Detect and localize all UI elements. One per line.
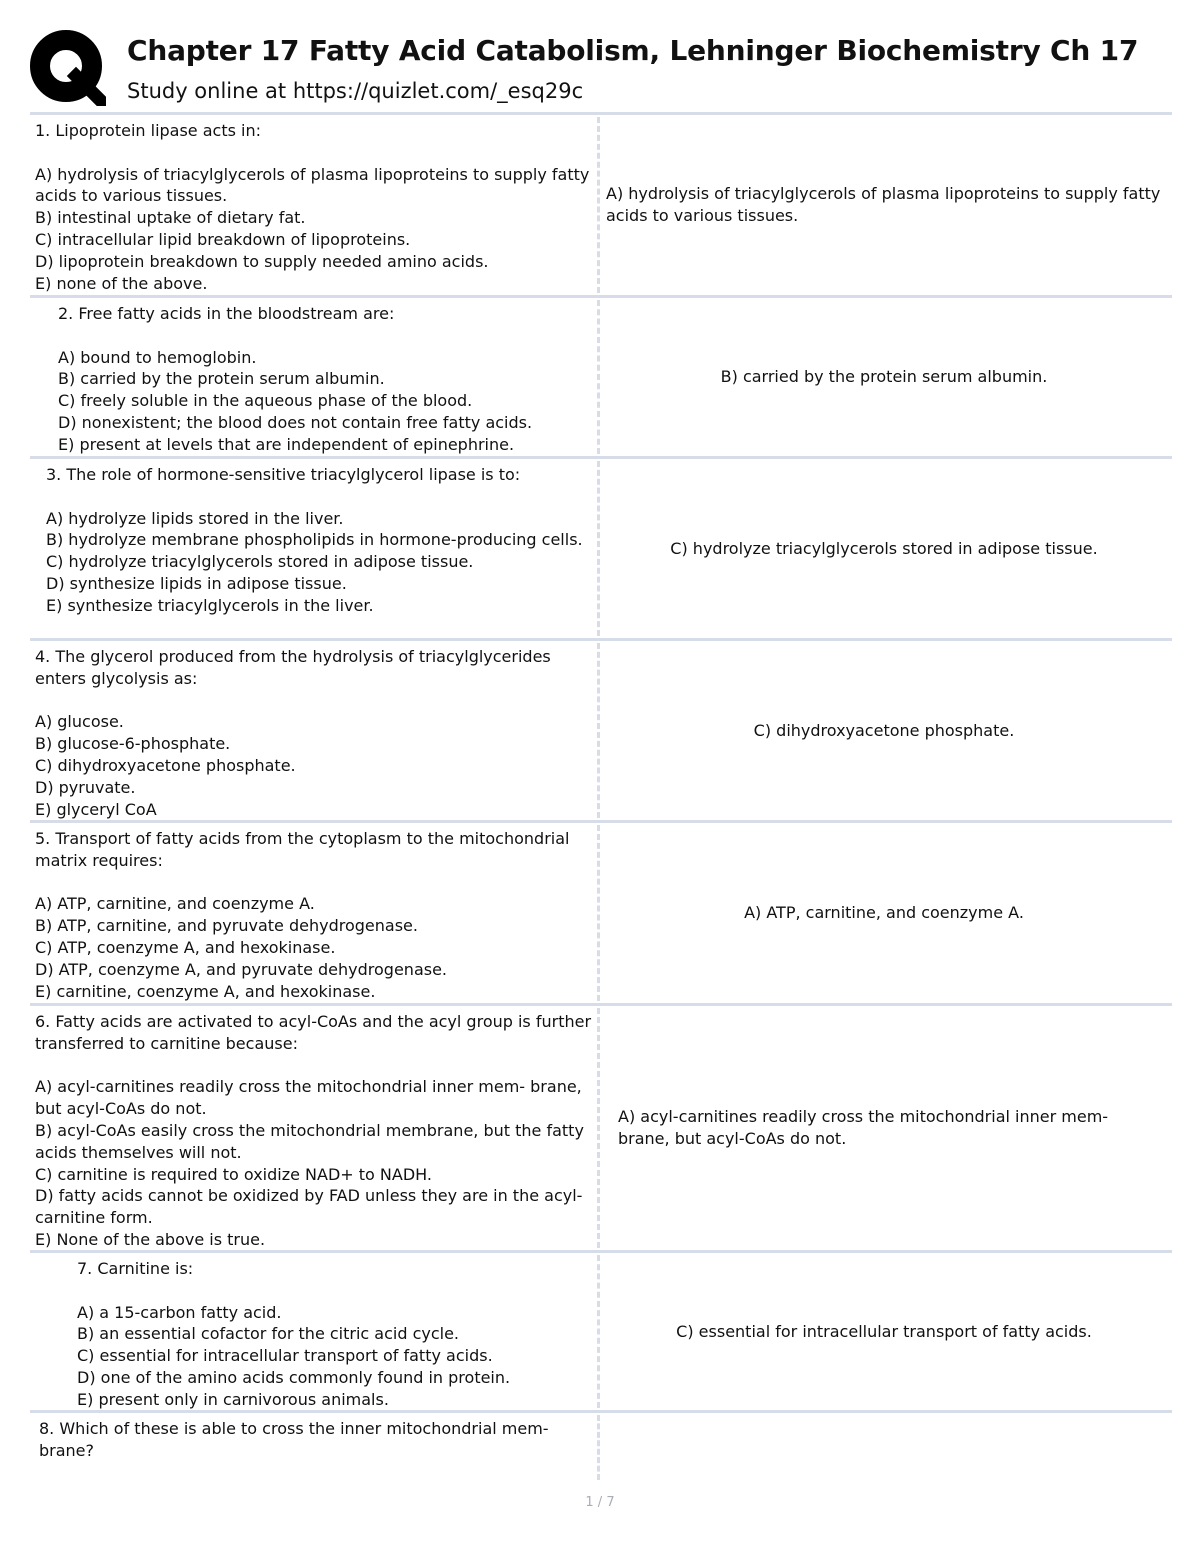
answer-option: D) fatty acids cannot be oxidized by FAD unless they are in the acyl-carnitine form.: [35, 1186, 583, 1228]
answer-text: C) essential for intracellular transport of fatty acids.: [676, 1321, 1092, 1341]
flashcard-definition: [598, 115, 1172, 295]
answer-option: E) synthesize triacylglycerols in the liver.: [46, 595, 374, 615]
answer-option: C) carnitine is required to oxidize NAD+ to NADH.: [35, 1164, 432, 1184]
answer-text: B) carried by the protein serum albumin.: [720, 367, 1048, 387]
answer-option: C) hydrolyze triacylglycerols stored in adipose tissue.: [46, 552, 474, 572]
answer-option: A) glucose.: [35, 712, 124, 732]
flashcard-definition: [598, 459, 1172, 638]
answer-text: A) ATP, carnitine, and coenzyme A.: [744, 903, 1024, 923]
flashcard: [30, 112, 1172, 295]
answer-option: E) present at levels that are independent of epinephrine.: [58, 434, 515, 454]
answer-option: C) freely soluble in the aqueous phase of the blood.: [58, 391, 473, 411]
answer-option: B) intestinal uptake of dietary fat.: [35, 208, 306, 228]
answer-option: A) hydrolysis of triacylglycerols of plasma lipoproteins to supply fatty acids to various tissues.: [35, 164, 590, 206]
card-divider: [597, 1255, 600, 1408]
flashcard-term: [30, 823, 598, 1003]
flashcard-list: [30, 112, 1172, 1482]
answer-option: D) pyruvate.: [35, 777, 136, 797]
answer-text: A) hydrolysis of triacylglycerols of plasma lipoproteins to supply fatty acids to various tissues.: [606, 184, 1161, 225]
flashcard-term: [30, 459, 598, 638]
card-divider: [597, 643, 600, 818]
answer-text: A) acyl-carnitines readily cross the mitochondrial inner mem- brane, but acyl-CoAs do not.: [618, 1107, 1109, 1148]
answer-option: B) acyl-CoAs easily cross the mitochondrial membrane, but the fatty acids themselves will not.: [35, 1120, 584, 1162]
answer-option: C) essential for intracellular transport of fatty acids.: [77, 1346, 493, 1366]
answer-text: C) hydrolyze triacylglycerols stored in adipose tissue.: [670, 538, 1098, 558]
page-header: [30, 30, 1180, 110]
answer-option: B) hydrolyze membrane phospholipids in hormone-producing cells.: [46, 530, 583, 550]
answer-option: E) glyceryl CoA: [35, 799, 157, 819]
question-text: 5. Transport of fatty acids from the cytoplasm to the mitochondrial matrix requires:: [35, 829, 570, 870]
flashcard-term: [30, 641, 598, 820]
page-number: 1 / 7: [585, 1495, 615, 1510]
flashcard: [30, 1410, 1172, 1482]
answer-option: C) intracellular lipid breakdown of lipoproteins.: [35, 229, 411, 249]
question-text: 8. Which of these is able to cross the inner mitochondrial mem- brane?: [39, 1419, 549, 1460]
card-divider: [597, 300, 600, 454]
flashcard: [30, 1250, 1172, 1410]
flashcard-definition: [598, 1413, 1172, 1482]
card-divider: [597, 1415, 600, 1480]
question-text: 6. Fatty acids are activated to acyl-CoAs and the acyl group is further transferred to carnitine because:: [35, 1012, 592, 1053]
answer-option: E) None of the above is true.: [35, 1229, 266, 1249]
answer-option: B) glucose-6-phosphate.: [35, 734, 231, 754]
answer-option: A) hydrolyze lipids stored in the liver.: [46, 508, 344, 528]
question-text: 2. Free fatty acids in the bloodstream are:: [58, 304, 395, 323]
answer-option: A) ATP, carnitine, and coenzyme A.: [35, 894, 315, 914]
flashcard-definition: [598, 1006, 1172, 1250]
answer-option: B) an essential cofactor for the citric acid cycle.: [77, 1324, 460, 1344]
answer-option: D) ATP, coenzyme A, and pyruvate dehydrogenase.: [35, 959, 448, 979]
answer-option: D) synthesize lipids in adipose tissue.: [46, 573, 347, 593]
answer-option: B) carried by the protein serum albumin.: [58, 369, 385, 389]
answer-option: A) acyl-carnitines readily cross the mitochondrial inner mem- brane, but acyl-CoAs do not.: [35, 1077, 582, 1119]
answer-option: D) one of the amino acids commonly found in protein.: [77, 1367, 511, 1387]
answer-option: E) present only in carnivorous animals.: [77, 1389, 389, 1409]
card-divider: [597, 461, 600, 636]
answer-text: C) dihydroxyacetone phosphate.: [753, 720, 1015, 740]
card-divider: [597, 825, 600, 1001]
flashcard-definition: [598, 298, 1172, 456]
answer-option: A) bound to hemoglobin.: [58, 347, 257, 367]
flashcard: [30, 638, 1172, 820]
flashcard: [30, 456, 1172, 638]
answer-option: E) none of the above.: [35, 273, 208, 293]
flashcard-term: [30, 115, 598, 295]
page-title: Chapter 17 Fatty Acid Catabolism, Lehninger Biochemistry Ch 17: [127, 34, 1139, 67]
flashcard-definition: [598, 823, 1172, 1003]
flashcard-term: [30, 1253, 598, 1410]
card-divider: [597, 117, 600, 293]
answer-option: B) ATP, carnitine, and pyruvate dehydrogenase.: [35, 916, 418, 936]
answer-option: E) carnitine, coenzyme A, and hexokinase.: [35, 981, 376, 1001]
answer-option: D) nonexistent; the blood does not contain free fatty acids.: [58, 412, 533, 432]
flashcard: [30, 820, 1172, 1003]
answer-option: C) dihydroxyacetone phosphate.: [35, 755, 296, 775]
flashcard: [30, 295, 1172, 456]
question-text: 4. The glycerol produced from the hydrolysis of triacylglycerides enters glycolysis as:: [35, 647, 551, 688]
flashcard-term: [30, 1006, 598, 1250]
flashcard: [30, 1003, 1172, 1250]
study-online-link[interactable]: Study online at https://quizlet.com/_esq29c: [127, 79, 584, 103]
question-text: 3. The role of hormone-sensitive triacylglycerol lipase is to:: [46, 465, 521, 484]
flashcard-definition: [598, 641, 1172, 820]
answer-option: C) ATP, coenzyme A, and hexokinase.: [35, 937, 336, 957]
question-text: 7. Carnitine is:: [77, 1259, 194, 1278]
answer-option: A) a 15-carbon fatty acid.: [77, 1302, 282, 1322]
flashcard-term: [30, 1413, 598, 1482]
answer-option: D) lipoprotein breakdown to supply needed amino acids.: [35, 251, 489, 271]
flashcard-term: [30, 298, 598, 456]
question-text: 1. Lipoprotein lipase acts in:: [35, 121, 262, 140]
flashcard-definition: [598, 1253, 1172, 1410]
quizlet-logo-icon: [30, 30, 106, 106]
card-divider: [597, 1008, 600, 1248]
